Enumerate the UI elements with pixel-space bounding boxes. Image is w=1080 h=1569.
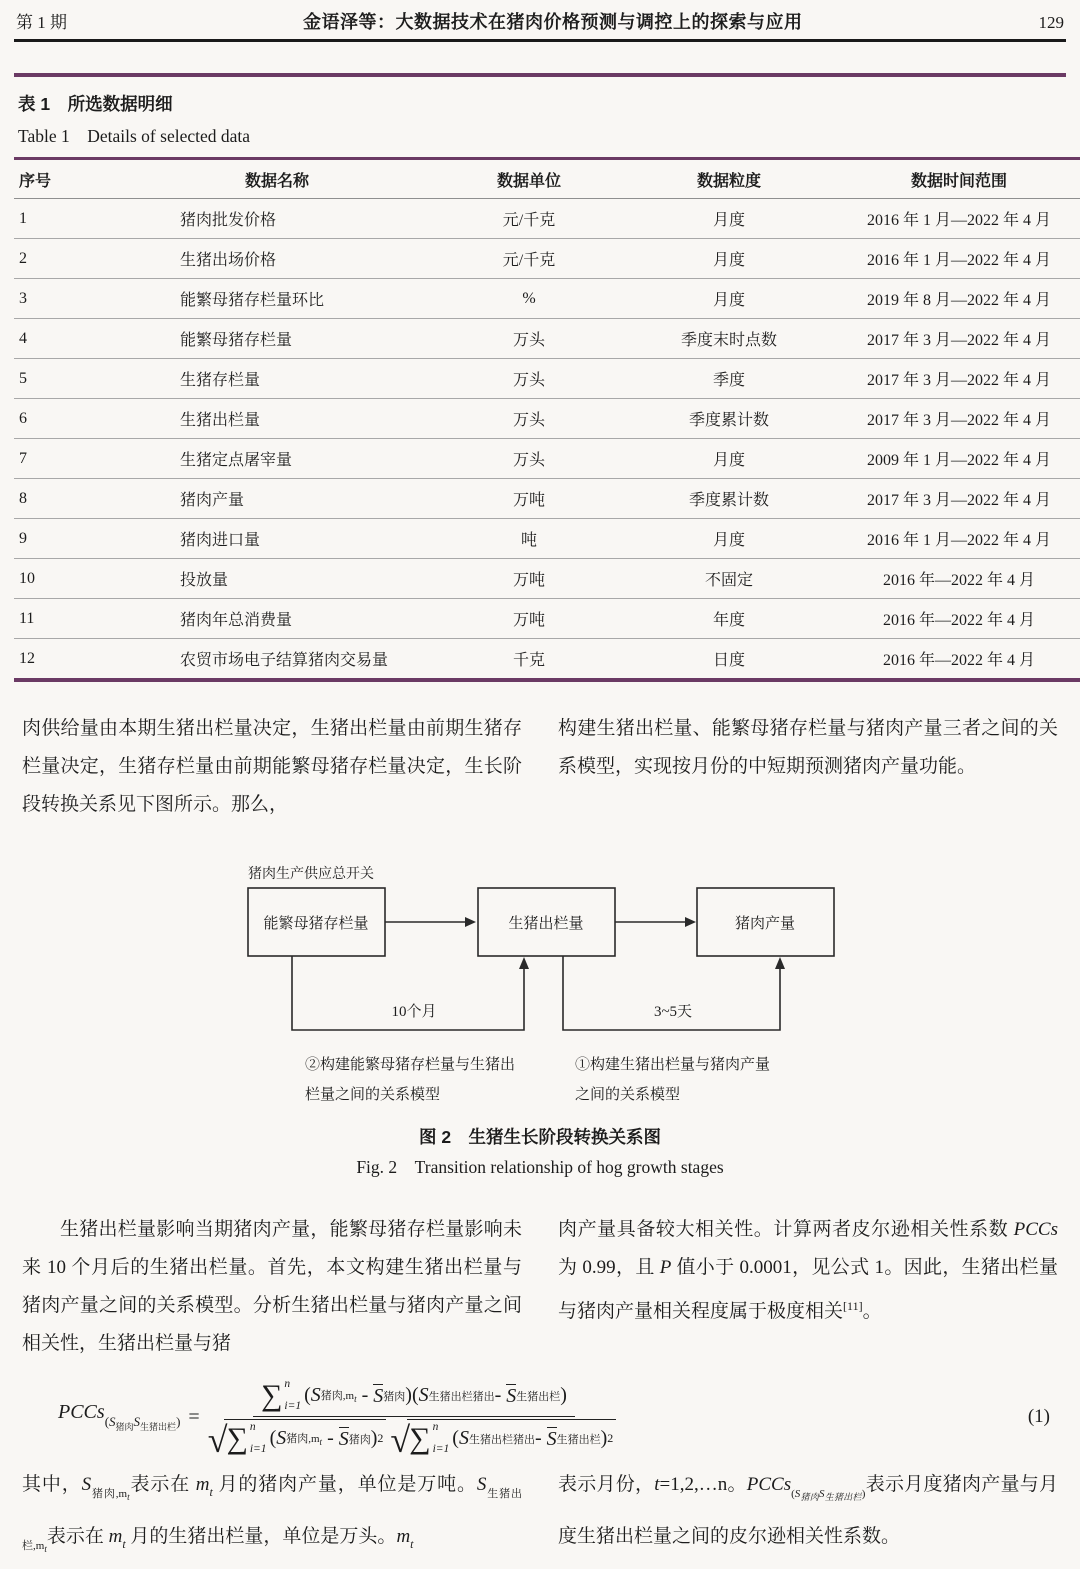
table-cell-range: 2009 年 1 月—2022 年 4 月 xyxy=(838,439,1080,479)
right-column xyxy=(558,1211,1058,1363)
table-cell-name: 猪肉年总消费量 xyxy=(116,599,438,639)
left-column xyxy=(22,710,522,824)
column-header-granularity: 数据粒度 xyxy=(620,159,838,199)
table-cell-unit: 万头 xyxy=(438,399,620,439)
left-column xyxy=(22,1465,522,1569)
table-cell-granularity: 季度 xyxy=(620,359,838,399)
paragraph: 生猪出栏量影响当期猪肉产量，能繁母猪存栏量影响未来 10 个月后的生猪出栏量。首先，本文构建生猪出栏量与猪肉产量之间的关系模型。分析生猪出栏量与猪肉产量之间相关性，生猪出栏量与猪 xyxy=(22,1219,522,1354)
diagram-switch-label: 猪肉生产供应总开关 xyxy=(248,867,374,882)
diagram-note-1-line-1: ①构建生猪出栏量与猪肉产量 xyxy=(575,1057,771,1073)
box-label-sow-inventory: 能繁母猪存栏量 xyxy=(263,916,369,932)
table-cell-unit: 万头 xyxy=(438,359,620,399)
table-cell-range: 2016 年 1 月—2022 年 4 月 xyxy=(838,239,1080,279)
hog-growth-stages-diagram xyxy=(180,854,900,1114)
table-row xyxy=(14,559,1080,599)
table-cell-range: 2017 年 3 月—2022 年 4 月 xyxy=(838,399,1080,439)
loop-label-10-months: 10个月 xyxy=(391,1004,437,1020)
equation-numerator: ∑ n i=1 ( S 猪肉$,m_t$ - S 猪肉 ) ( S 生猪出栏猪出 - S 生猪出栏 ) xyxy=(253,1379,575,1417)
table-row xyxy=(14,599,1080,639)
page-number: 129 xyxy=(1038,13,1064,32)
column-header-unit: 数据单位 xyxy=(438,159,620,199)
table-cell-unit: 万吨 xyxy=(438,559,620,599)
table-cell-name: 能繁母猪存栏量 xyxy=(116,319,438,359)
table-row xyxy=(14,639,1080,681)
table-cell-granularity: 季度累计数 xyxy=(620,399,838,439)
table-cell-name: 农贸市场电子结算猪肉交易量 xyxy=(116,639,438,681)
table-cell-name: 猪肉产量 xyxy=(116,479,438,519)
pccs-symbol: PCCs xyxy=(1013,1219,1058,1240)
right-column xyxy=(558,710,1058,824)
body-text-row-3 xyxy=(22,1465,1058,1569)
table-cell-unit: 万吨 xyxy=(438,479,620,519)
table-cell-index: 6 xyxy=(14,399,116,439)
column-header-name: 数据名称 xyxy=(116,159,438,199)
table-cell-name: 生猪存栏量 xyxy=(116,359,438,399)
table-cell-name: 猪肉批发价格 xyxy=(116,199,438,239)
table-row xyxy=(14,439,1080,479)
table-cell-unit: 万吨 xyxy=(438,599,620,639)
equation-1 xyxy=(58,1375,1050,1459)
table-cell-granularity: 年度 xyxy=(620,599,838,639)
paragraph: 构建生猪出栏量、能繁母猪存栏量与猪肉产量三者之间的关系模型，实现按月份的中短期预测猪肉产量功能。 xyxy=(558,718,1058,777)
table-row xyxy=(14,399,1080,439)
box-label-pork-output: 猪肉产量 xyxy=(734,916,796,932)
table-cell-index: 10 xyxy=(14,559,116,599)
body-text-row-2 xyxy=(22,1211,1058,1363)
table-cell-granularity: 月度 xyxy=(620,439,838,479)
body-text-row-1 xyxy=(22,710,1058,824)
table-row xyxy=(14,319,1080,359)
table-cell-name: 生猪出场价格 xyxy=(116,239,438,279)
arrowhead-box1-to-box2 xyxy=(465,917,476,927)
table-cell-range: 2016 年—2022 年 4 月 xyxy=(838,599,1080,639)
equation-body: PCCs$_{(S_{猪肉}S_{生猪出栏})}$ = ∑ n i=1 ( S 猪肉$,m_t$ - S 猪肉 ) ( S 生猪出栏猪出 - S 生猪出栏 ) √ ∑ n i=1 ( S 猪肉$,m_t$ - S 猪肉 ) 2 √ ∑ n i=1 ( S 生猪出栏猪出 - S 生猪出栏 ) 2 xyxy=(58,1379,620,1456)
loop-label-3-5-days: 3~5天 xyxy=(653,1004,693,1020)
table-caption-zh: 表 1 所选数据明细 xyxy=(18,94,173,114)
table-cell-unit: 万头 xyxy=(438,319,620,359)
table-cell-index: 2 xyxy=(14,239,116,279)
paragraph: 其中，$S_{猪肉,m_t}$表示在 $m_t$ 月的猪肉产量，单位是万吨。$S_{生猪出栏,m_t}$表示在 $m_t$ 月的生猪出栏量，单位是万头。$m_t$ xyxy=(22,1474,522,1554)
table-cell-granularity: 月度 xyxy=(620,519,838,559)
table-cell-name: 生猪出栏量 xyxy=(116,399,438,439)
arrowhead-feedback-10-months xyxy=(519,957,529,969)
table-cell-range: 2016 年—2022 年 4 月 xyxy=(838,639,1080,681)
table-cell-range: 2016 年 1 月—2022 年 4 月 xyxy=(838,199,1080,239)
table-cell-unit: 千克 xyxy=(438,639,620,681)
figure-caption-zh: 图 2 生猪生长阶段转换关系图 xyxy=(418,1127,662,1147)
table-cell-granularity: 日度 xyxy=(620,639,838,681)
table-cell-index: 9 xyxy=(14,519,116,559)
radicand-2: ∑ n i=1 ( S 生猪出栏猪出 - S 生猪出栏 ) 2 xyxy=(407,1419,616,1456)
table-cell-granularity: 季度末时点数 xyxy=(620,319,838,359)
table-cell-name: 生猪定点屠宰量 xyxy=(116,439,438,479)
table-top-accent-rule xyxy=(14,73,1066,77)
paragraph: 表示月份，t=1,2,…n。PCCs$_{(S_{猪肉}S_{生猪出栏})}$表示月度猪肉产量与月度生猪出栏量之间的皮尔逊相关性系数。 xyxy=(558,1474,1058,1547)
radicand-1: ∑ n i=1 ( S 猪肉$,m_t$ - S 猪肉 ) 2 xyxy=(224,1419,386,1456)
right-column xyxy=(558,1465,1058,1569)
table-cell-unit: 吨 xyxy=(438,519,620,559)
table-cell-index: 3 xyxy=(14,279,116,319)
selected-data-table xyxy=(14,157,1080,682)
box-label-hog-slaughter: 生猪出栏量 xyxy=(508,916,584,932)
table-cell-unit: 元/千克 xyxy=(438,239,620,279)
citation-11: [11] xyxy=(843,1299,863,1313)
table-cell-granularity: 不固定 xyxy=(620,559,838,599)
table-row xyxy=(14,279,1080,319)
p-value-symbol: P xyxy=(659,1257,672,1278)
table-cell-unit: 万头 xyxy=(438,439,620,479)
figure-caption-en: Fig. 2 Transition relationship of hog growth stages xyxy=(356,1157,724,1177)
header-rule xyxy=(14,39,1066,42)
table-cell-granularity: 月度 xyxy=(620,239,838,279)
equation-number: (1) xyxy=(1027,1406,1050,1427)
table-row xyxy=(14,199,1080,239)
table-row xyxy=(14,359,1080,399)
table-cell-name: 猪肉进口量 xyxy=(116,519,438,559)
table-cell-index: 5 xyxy=(14,359,116,399)
paragraph: 肉供给量由本期生猪出栏量决定，生猪出栏量由前期生猪存栏量决定，生猪存栏量由前期能繁母猪存栏量决定，生长阶段转换关系见下图所示。那么， xyxy=(22,718,522,815)
column-header-range: 数据时间范围 xyxy=(838,159,1080,199)
diagram-note-2-line-2: 栏量之间的关系模型 xyxy=(305,1087,441,1103)
table-row xyxy=(14,239,1080,279)
summation-symbol: ∑ n i=1 xyxy=(261,1377,302,1412)
table-cell-index: 11 xyxy=(14,599,116,639)
table-row xyxy=(14,519,1080,559)
left-column xyxy=(22,1211,522,1363)
table-cell-index: 8 xyxy=(14,479,116,519)
table-cell-range: 2016 年 1 月—2022 年 4 月 xyxy=(838,519,1080,559)
arrowhead-box2-to-box3 xyxy=(685,917,696,927)
equation-lhs: PCCs$_{(S_{猪肉}S_{生猪出栏})}$ xyxy=(58,1401,181,1432)
equation-fraction xyxy=(207,1377,621,1460)
table-cell-index: 12 xyxy=(14,639,116,681)
table-header xyxy=(14,159,1080,199)
table-caption-en: Table 1 Details of selected data xyxy=(18,126,251,146)
table-row xyxy=(14,479,1080,519)
diagram-note-2-line-1: ②构建能繁母猪存栏量与生猪出 xyxy=(305,1057,516,1073)
arrowhead-feedback-3-5-days xyxy=(775,957,785,969)
equation-denominator: √ ∑ n i=1 ( S 猪肉$,m_t$ - S 猪肉 ) 2 √ ∑ n i=1 ( S 生猪出栏猪出 - S 生猪出栏 ) 2 xyxy=(208,1417,621,1456)
table-cell-range: 2016 年—2022 年 4 月 xyxy=(838,559,1080,599)
table-cell-range: 2017 年 3 月—2022 年 4 月 xyxy=(838,479,1080,519)
table-body xyxy=(14,199,1080,681)
journal-header xyxy=(16,8,1064,34)
issue-label: 第 1 期 xyxy=(16,13,67,32)
figure-2 xyxy=(0,854,1080,1179)
table-cell-range: 2017 年 3 月—2022 年 4 月 xyxy=(838,319,1080,359)
column-header-index: 序号 xyxy=(14,159,116,199)
table-cell-index: 7 xyxy=(14,439,116,479)
table-cell-name: 能繁母猪存栏量环比 xyxy=(116,279,438,319)
table-cell-granularity: 季度累计数 xyxy=(620,479,838,519)
table-cell-unit: 元/千克 xyxy=(438,199,620,239)
diagram-note-1-line-2: 之间的关系模型 xyxy=(575,1087,681,1103)
table-cell-granularity: 月度 xyxy=(620,199,838,239)
running-title: 金语泽等：大数据技术在猪肉价格预测与调控上的探索与应用 xyxy=(303,12,803,32)
table-cell-name: 投放量 xyxy=(116,559,438,599)
table-cell-granularity: 月度 xyxy=(620,279,838,319)
table-cell-unit: % xyxy=(438,279,620,319)
table-cell-index: 4 xyxy=(14,319,116,359)
table-cell-range: 2019 年 8 月—2022 年 4 月 xyxy=(838,279,1080,319)
table-cell-index: 1 xyxy=(14,199,116,239)
paragraph: 肉产量具备较大相关性。计算两者皮尔逊相关性系数 PCCs 为 0.99，且 P 值小于 0.0001，见公式 1。因此，生猪出栏量与猪肉产量相关程度属于极度相关[11]。 xyxy=(558,1219,1058,1322)
table-cell-range: 2017 年 3 月—2022 年 4 月 xyxy=(838,359,1080,399)
